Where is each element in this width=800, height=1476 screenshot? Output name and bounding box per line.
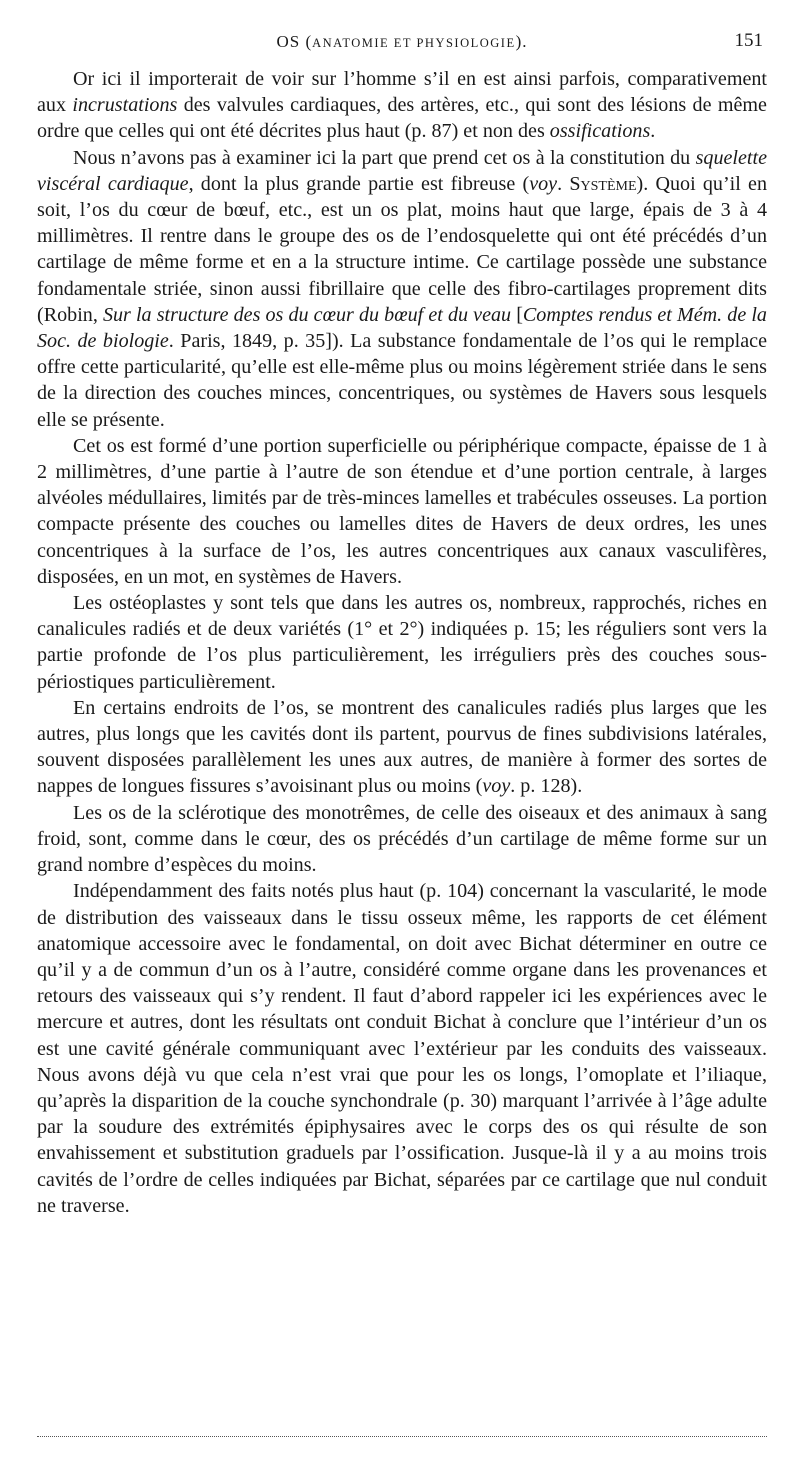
paragraph bbox=[37, 145, 767, 433]
text-run: [ bbox=[511, 303, 523, 326]
small-caps-text: Système bbox=[569, 172, 637, 195]
text-run: Nous n’avons pas à examiner ici la part que prend cet os à la constitution du bbox=[73, 146, 696, 169]
paragraph bbox=[37, 66, 767, 145]
text-run: , dont la plus grande partie est fibreuse ( bbox=[188, 172, 530, 195]
text-run: ). Quoi qu’il en soit, l’os du cœur de bœuf, etc., est un os plat, moins haut que large, épais de 3 à 4 millimètres. Il rentre dans le groupe des os de l’endosquelette qui ont été précédés d’un cartilage de même forme et en a la structure intime. Ce cartilage possède une substance fondamentale striée, sinon aussi fibrillaire que celle des fibro-cartilages proprement dits (Robin, bbox=[37, 172, 768, 326]
italic-text: squelette viscéral cardiaque bbox=[37, 146, 767, 195]
paragraph bbox=[37, 590, 767, 695]
text-run: Les ostéoplastes y sont tels que dans les autres os, nombreux, rapprochés, riches en canalicules radiés et de deux variétés (1° et 2°) indiquées p. 15; les réguliers sont vers la partie profonde de l’os plus particulièrement, les irréguliers près des couches sous-périostiques particulièrement. bbox=[37, 592, 767, 693]
paragraph bbox=[37, 695, 767, 800]
running-head-title bbox=[37, 32, 767, 52]
footer-dotted-rule bbox=[37, 1436, 767, 1437]
running-head-caps: ANATOMIE ET PHYSIOLOGIE bbox=[312, 36, 516, 50]
italic-text: ossifications bbox=[549, 120, 651, 143]
text-run: . bbox=[650, 120, 656, 143]
italic-text: Comptes rendus et Mém. de la Soc. de biologie bbox=[37, 303, 767, 353]
text-run: Les os de la sclérotique des monotrêmes, de celle des oiseaux et des animaux à sang froid, sont, comme dans le cœur, des os précédés d’un cartilage de même forme sur un grand nombre d’espèces du moins. bbox=[37, 801, 767, 877]
text-run: . p. 128). bbox=[510, 775, 583, 798]
paragraph bbox=[37, 800, 767, 879]
running-head-prefix: OS ( bbox=[276, 32, 313, 51]
text-run: En certains endroits de l’os, se montrent des canalicules radiés plus larges que les autres, plus longs que les cavités dont ils partent, pourvus de fines subdivisions latérales, souvent disposées parallèlement les unes aux autres, de manière à former des sortes de nappes de longues fissures s’avoisinant plus ou moins ( bbox=[37, 696, 767, 798]
running-head-suffix: ). bbox=[515, 32, 528, 51]
running-head bbox=[37, 30, 767, 58]
body-text bbox=[37, 66, 767, 1219]
italic-text: incrustations bbox=[72, 94, 178, 117]
paragraph bbox=[37, 433, 767, 590]
page-number: 151 bbox=[734, 30, 763, 51]
italic-text: voy bbox=[529, 172, 558, 195]
italic-text: voy bbox=[482, 775, 511, 798]
text-run: des valvules cardiaques, des artères, etc., qui sont des lésions de même ordre que celles qui ont été décrites plus haut (p. 87) et non des bbox=[37, 94, 767, 143]
text-run: Or ici il importerait de voir sur l’homme s’il en est ainsi parfois, comparativement aux bbox=[37, 68, 767, 117]
text-run: Cet os est formé d’une portion superficielle ou périphérique compacte, épaisse de 1 à 2 millimètres, d’une partie à l’autre de son étendue et d’une portion centrale, à larges alvéoles médullaires, limités par de très-minces lamelles et trabécules osseuses. La portion compacte présente des couches ou lamelles dites de Havers de deux ordres, les unes concentriques à la surface de l’os, les autres concentriques aux canaux vasculifères, disposées, en un mot, en systèmes de Havers. bbox=[37, 434, 767, 588]
paragraph bbox=[37, 878, 767, 1219]
italic-text: Sur la structure des os du cœur du bœuf et du veau bbox=[102, 303, 512, 326]
text-run: Indépendamment des faits notés plus haut (p. 104) concernant la vascularité, le mode de distribution des vaisseaux dans le tissu osseux même, les rapports de cet élément anatomique accessoire avec le fondamental, on doit avec Bichat déterminer en outre ce qu’il y a de commun d’un os à l’autre, considéré comme organe dans les provenances et retours des vaisseaux qui s’y rendent. Il faut d’abord rappeler ici les expériences avec le mercure et autres, dont les résultats ont conduit Bichat à conclure que l’intérieur d’un os est une cavité générale communiquant avec l’extérieur par les conduits des vaisseaux. Nous avons déjà vu que cela n’est vrai que pour les os longs, l’omoplate et l’iliaque, qu’après la disparition de la couche synchondrale (p. 30) marquant l’arrivée à l’âge adulte par la soudure des extrémités épiphysaires avec le corps des os qui résulte de son envahissement et substitution graduels par l’ossification. Jusque-là il y a au moins trois cavités de l’ordre de celles indiquées par Bichat, séparées par ce cartilage que nul conduit ne traverse. bbox=[37, 880, 767, 1217]
text-run: . bbox=[557, 172, 570, 195]
text-run: . Paris, 1849, p. 35]). La substance fondamentale de l’os qui le remplace offre cette particularité, qu’elle est elle-même plus ou moins légèrement striée dans le sens de la direction des couches minces, concentriques, ou systèmes de Havers sous lesquels elle se présente. bbox=[37, 330, 767, 431]
book-page bbox=[37, 0, 767, 1476]
